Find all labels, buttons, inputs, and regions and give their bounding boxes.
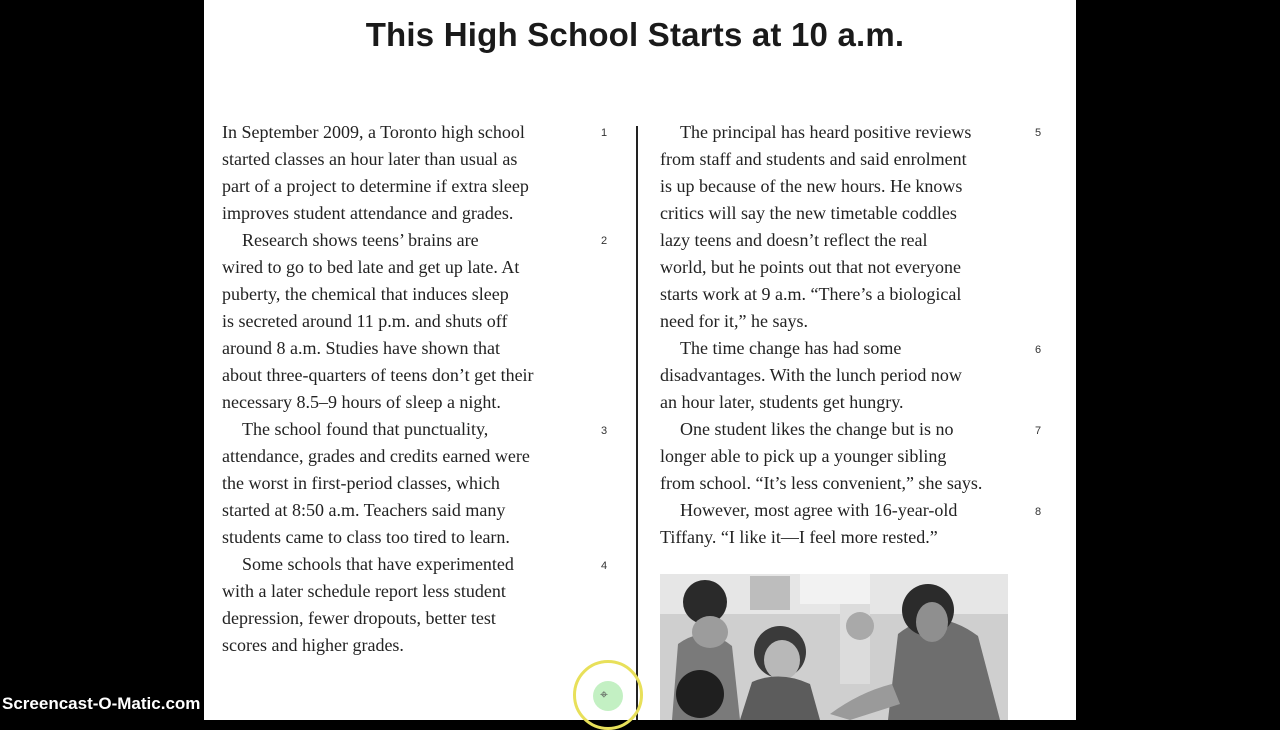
text-line: disadvantages. With the lunch period now: [660, 365, 962, 385]
paragraph-number-3: 3: [601, 425, 608, 437]
paragraph-number-2: 2: [601, 235, 608, 247]
left-column: [222, 119, 594, 659]
paragraph-number-5: 5: [1035, 127, 1042, 139]
text-line: scores and higher grades.: [222, 635, 404, 655]
text-line: an hour later, students get hungry.: [660, 392, 904, 412]
text-line: The principal has heard positive reviews: [680, 122, 972, 142]
text-line: The school found that punctuality,: [242, 419, 489, 439]
text-line: need for it,” he says.: [660, 311, 808, 331]
text-line: started at 8:50 a.m. Teachers said many: [222, 500, 506, 520]
text-line: Some schools that have experimented: [242, 554, 514, 574]
right-column: [660, 119, 1032, 551]
text-line: longer able to pick up a younger sibling: [660, 446, 947, 466]
paragraph-4: [222, 551, 594, 659]
paragraph-7: [660, 416, 1032, 497]
screencast-watermark: Screencast-O-Matic.com: [2, 694, 201, 713]
paragraph-number-1: 1: [601, 127, 608, 139]
cursor-crosshair-icon: ⌖: [600, 687, 608, 703]
paragraph-6: [660, 335, 1032, 416]
text-line: with a later schedule report less student: [222, 581, 506, 601]
text-line: necessary 8.5–9 hours of sleep a night.: [222, 392, 501, 412]
article-title: This High School Starts at 10 a.m.: [365, 16, 905, 53]
text-line: Research shows teens’ brains are: [242, 230, 479, 250]
text-line: from school. “It’s less convenient,” she says.: [660, 473, 983, 493]
classroom-photo: [660, 574, 1008, 720]
text-line: The time change has had some: [680, 338, 902, 358]
paragraph-3: [222, 416, 594, 551]
text-line: However, most agree with 16-year-old: [680, 500, 958, 520]
paragraph-5: [660, 119, 1032, 335]
text-line: wired to go to bed late and get up late. At: [222, 257, 520, 277]
paragraph-1: [222, 119, 594, 227]
text-line: One student likes the change but is no: [680, 419, 954, 439]
cursor-highlight-dot: [593, 681, 623, 711]
paragraph-number-4: 4: [601, 560, 608, 572]
text-line: improves student attendance and grades.: [222, 203, 514, 223]
paragraph-number-7: 7: [1035, 425, 1042, 437]
text-line: puberty, the chemical that induces sleep: [222, 284, 509, 304]
paragraph-number-8: 8: [1035, 506, 1042, 518]
text-line: started classes an hour later than usual as: [222, 149, 518, 169]
text-line: around 8 a.m. Studies have shown that: [222, 338, 500, 358]
text-line: Tiffany. “I like it—I feel more rested.”: [660, 527, 938, 547]
text-line: from staff and students and said enrolment: [660, 149, 967, 169]
text-line: starts work at 9 a.m. “There’s a biological: [660, 284, 962, 304]
text-line: lazy teens and doesn’t reflect the real: [660, 230, 928, 250]
text-line: In September 2009, a Toronto high school: [222, 122, 525, 142]
paragraph-number-6: 6: [1035, 344, 1042, 356]
text-line: the worst in first-period classes, which: [222, 473, 500, 493]
text-line: world, but he points out that not everyone: [660, 257, 961, 277]
classroom-photo-illustration: [660, 574, 1008, 720]
text-line: is secreted around 11 p.m. and shuts off: [222, 311, 508, 331]
text-line: about three-quarters of teens don’t get their: [222, 365, 534, 385]
text-line: critics will say the new timetable coddles: [660, 203, 957, 223]
text-line: attendance, grades and credits earned were: [222, 446, 530, 466]
paragraph-8: [660, 497, 1032, 551]
text-line: students came to class too tired to learn.: [222, 527, 510, 547]
text-line: part of a project to determine if extra sleep: [222, 176, 529, 196]
paragraph-2: [222, 227, 594, 416]
column-divider: [636, 126, 638, 720]
text-line: depression, fewer dropouts, better test: [222, 608, 496, 628]
document-page: [204, 0, 1076, 720]
text-line: is up because of the new hours. He knows: [660, 176, 963, 196]
